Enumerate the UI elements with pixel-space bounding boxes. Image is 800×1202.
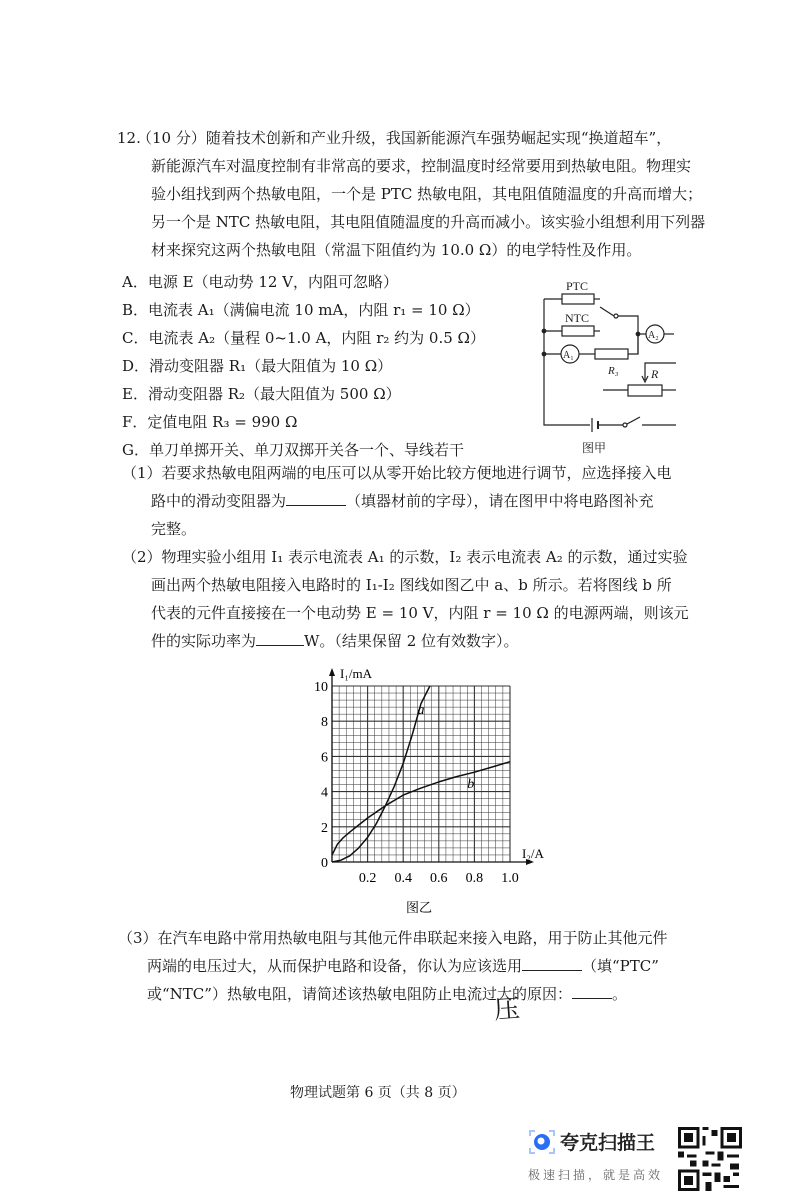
intro-line: 新能源汽车对温度控制有非常高的要求，控制温度时经常要用到热敏电阻。物理实 [151,157,692,175]
question-number: 12. [117,129,141,147]
y-tick-label: 10 [314,680,328,695]
ptc-label: PTC [566,279,589,293]
part3-line [147,956,659,976]
qr-code-icon[interactable] [678,1127,742,1191]
a1-label: A₁ [563,350,574,361]
option-c: C．电流表 A₂（量程 0~1.0 A，内阻 r₂ 约为 0.5 Ω） [122,329,485,347]
circuit-diagram [530,270,700,460]
intro-line: 另一个是 NTC 热敏电阻，其电阻值随温度的升高而减小。该实验小组想利用下列器 [151,213,706,231]
r3-label: R₃ [608,365,619,377]
part3-line [147,984,627,1004]
part2-text: 件的实际功率为 [151,632,257,650]
part3-text: 或“NTC”）热敏电阻，请简述该热敏电阻防止电流过大的原因： [147,985,572,1003]
part1-text: （填器材前的字母），请在图甲中将电路图补充 [346,492,654,510]
ntc-label: NTC [565,311,589,325]
answer-blank-rheostat[interactable] [286,491,346,506]
option-d: D．滑动变阻器 R₁（最大阻值为 10 Ω） [122,357,393,375]
option-a: A．电源 E（电动势 12 V，内阻可忽略） [122,273,399,291]
part1-text: 路中的滑动变阻器为 [151,492,287,510]
answer-blank-type[interactable] [522,956,582,971]
a2-label: A₂ [648,330,659,341]
option-e: E．滑动变阻器 R₂（最大阻值为 500 Ω） [122,385,401,403]
i1-i2-chart [300,660,544,922]
brand-name: 夸克扫描王 [560,1132,656,1154]
part1-line: （1）若要求热敏电阻两端的电压可以从零开始比较方便地进行调节，应选择接入电 [122,464,672,482]
x-tick-label: 0.4 [394,871,412,886]
part2-line: 画出两个热敏电阻接入电路时的 I₁-I₂ 图线如图乙中 a、b 所示。若将图线 b 所 [151,576,672,594]
x-tick-label: 0.6 [430,871,448,886]
x-tick-label: 0.8 [465,871,484,886]
y-tick-label: 6 [321,750,328,766]
handwritten-mark: 压 [492,994,522,1026]
answer-blank-reason[interactable] [572,984,612,999]
part1-line: 完整。 [151,520,197,538]
chart-curves [332,686,510,862]
x-axis-label: I₂/A [522,846,544,861]
brand-slogan: 极速扫描，就是高效 [528,1168,664,1182]
part3-text: 。 [611,985,627,1003]
y-tick-label: 0 [321,856,328,871]
y-tick-label: 8 [321,715,328,731]
quark-logo-icon [528,1128,556,1156]
y-axis-label: I₁/mA [340,666,372,681]
x-tick-label: 0.2 [358,871,377,886]
chart-title: 图乙 [406,900,433,915]
circuit-caption: 图甲 [582,441,607,455]
intro-line: 验小组找到两个热敏电阻，一个是 PTC 热敏电阻，其电阻值随温度的升高而增大； [151,185,703,203]
option-g: G．单刀单掷开关、单刀双掷开关各一个、导线若干 [122,441,464,459]
x-tick-label: 1.0 [501,871,519,886]
option-f: F．定值电阻 R₃ = 990 Ω [122,413,298,431]
r-label: R [651,367,659,381]
part2-line: （2）物理实验小组用 I₁ 表示电流表 A₁ 的示数，I₂ 表示电流表 A₂ 的示数，通过实验 [122,548,688,566]
y-axis-arrow-icon [329,668,335,676]
part2-text: W。（结果保留 2 位有效数字）。 [304,632,519,650]
part3-text: 两端的电压过大，从而保护电路和设备，你认为应该选用 [147,957,523,975]
part3-text: （填“PTC” [582,957,659,975]
curve-label-a: a [417,703,425,719]
option-b: B．电流表 A₁（满偏电流 10 mA，内阻 r₁ = 10 Ω） [122,301,480,319]
y-tick-label: 2 [321,820,328,836]
page-footer: 物理试题第 6 页（共 8 页） [290,1085,466,1101]
y-tick-label: 4 [321,785,328,801]
curve-label-b: b [467,777,475,793]
part2-line: 代表的元件直接接在一个电动势 E = 10 V，内阻 r = 10 Ω 的电源两端，则该元 [151,604,689,622]
part3-line: （3）在汽车电路中常用热敏电阻与其他元件串联起来接入电路，用于防止其他元件 [118,929,668,947]
part1-line [151,491,654,511]
answer-blank-power[interactable] [256,631,304,646]
part2-line [151,631,519,651]
intro-line: （10 分）随着技术创新和产业升级，我国新能源汽车强势崛起实现“换道超车”， [137,129,672,147]
intro-line: 材来探究这两个热敏电阻（常温下阻值约为 10.0 Ω）的电学特性及作用。 [151,241,642,259]
